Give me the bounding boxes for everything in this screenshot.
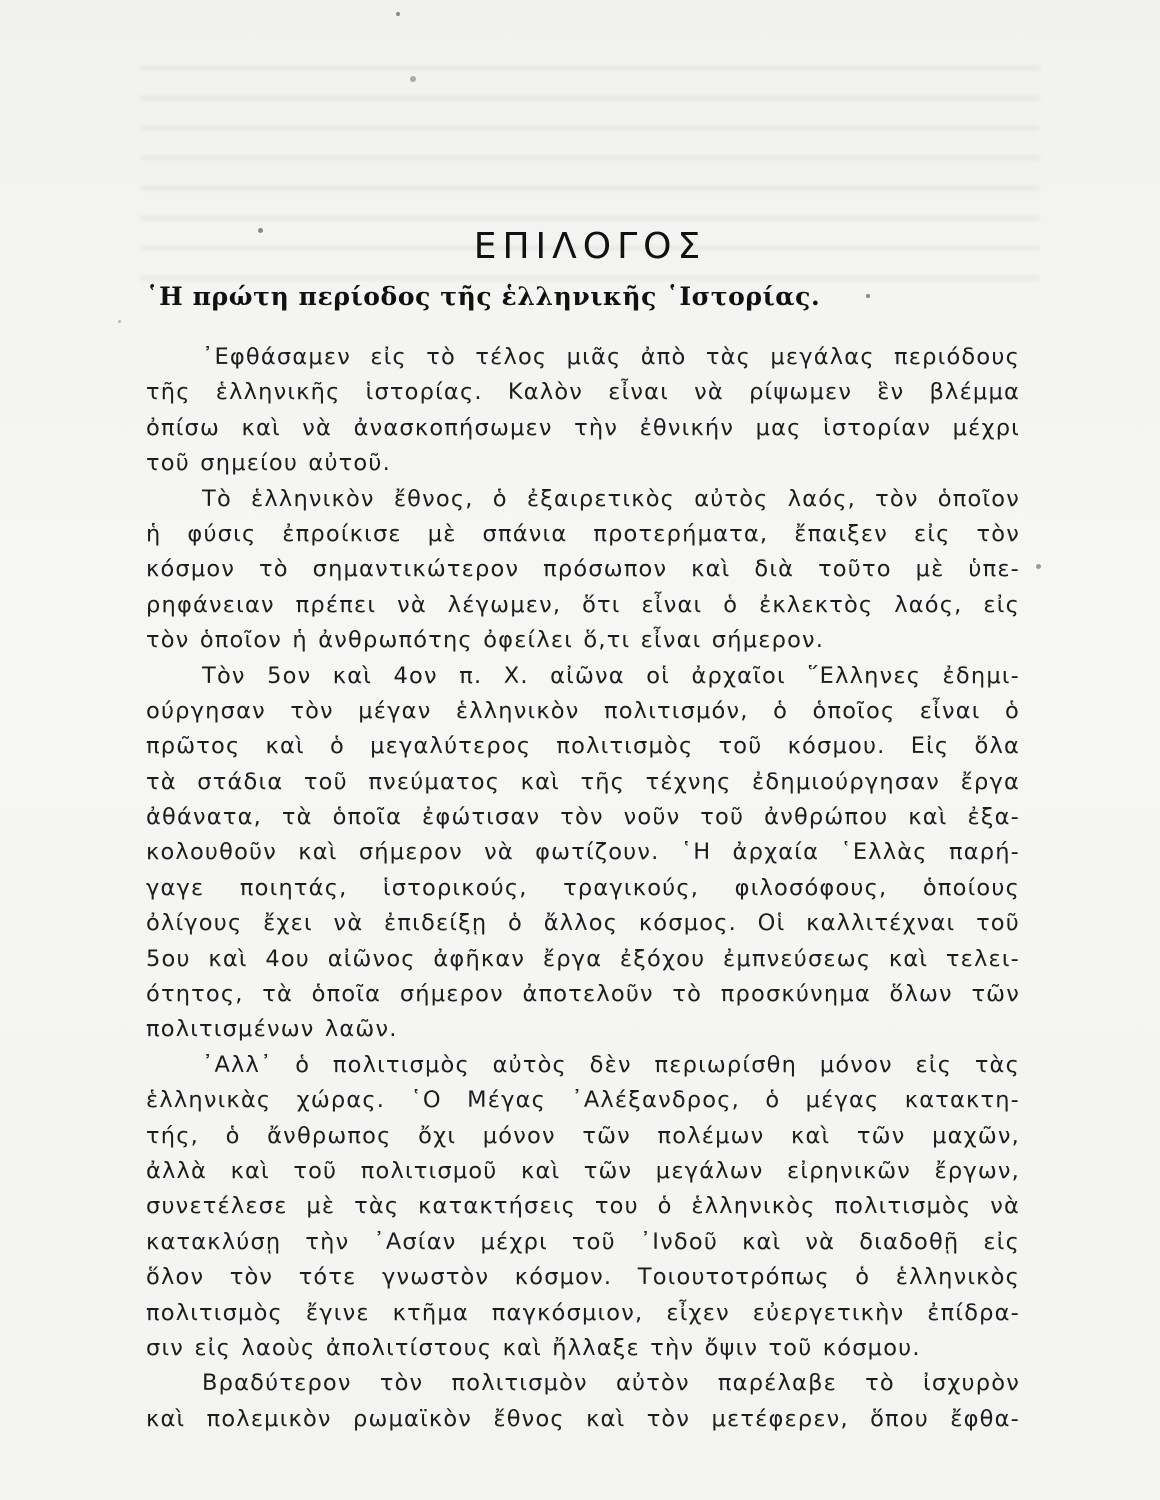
text-line: ἑλληνικὰς χώρας. ῾Ο Μέγας ᾿Αλέξανδρος, ὁ μέγας κατακτη- bbox=[146, 1087, 1020, 1114]
text-line: πρῶτος καὶ ὁ μεγαλύτερος πολιτισμὸς τοῦ κόσμου. Εἰς ὅλα bbox=[146, 733, 1020, 760]
paragraph bbox=[146, 482, 1020, 659]
text-line: ἡ φύσις ἐπροίκισε μὲ σπάνια προτερήματα, ἔπαιξεν εἰς τὸν bbox=[146, 520, 1020, 547]
dust-speck bbox=[118, 320, 121, 323]
dust-speck bbox=[866, 294, 870, 298]
text-line: Τὸν 5ον καὶ 4ον π. Χ. αἰῶνα οἱ ἀρχαῖοι ῞Ελληνες ἐδημι- bbox=[202, 662, 1020, 689]
text-line: γαγε ποιητάς, ἱστορικούς, τραγικούς, φιλοσόφους, ὁποίους bbox=[146, 874, 1020, 901]
text-line: τὰ στάδια τοῦ πνεύματος καὶ τῆς τέχνης ἐδημιούργησαν ἔργα bbox=[146, 768, 1020, 795]
text-line: τὸν ὁποῖον ἡ ἀνθρωπότης ὀφείλει ὅ,τι εἶναι σήμερον. bbox=[146, 627, 825, 654]
text-line: τῆς ἑλληνικῆς ἱστορίας. Καλὸν εἶναι νὰ ρίψωμεν ἓν βλέμμα bbox=[146, 379, 1020, 406]
text-line: καὶ πολεμικὸν ρωμαϊκὸν ἔθνος καὶ τὸν μετέφερεν, ὅπου ἔφθα- bbox=[146, 1405, 1020, 1432]
text-line: ούργησαν τὸν μέγαν ἑλληνικὸν πολιτισμόν, ὁ ὁποῖος εἶναι ὁ bbox=[146, 697, 1020, 724]
dust-speck bbox=[1036, 564, 1041, 569]
text-line: ᾿Εφθάσαμεν εἰς τὸ τέλος μιᾶς ἀπὸ τὰς μεγάλας περιόδους bbox=[202, 344, 1020, 370]
paragraph bbox=[146, 659, 1020, 1048]
body-text bbox=[146, 340, 1020, 1437]
text-line: Τὸ ἑλληνικὸν ἔθνος, ὁ ἐξαιρετικὸς αὐτὸς λαός, τὸν ὁποῖον bbox=[202, 485, 1020, 512]
text-line: τοῦ σημείου αὐτοῦ. bbox=[146, 450, 391, 477]
text-line: ρηφάνειαν πρέπει νὰ λέγωμεν, ὅτι εἶναι ὁ ἐκλεκτὸς λαός, εἰς bbox=[146, 591, 1020, 618]
text-line: πολιτισμὸς ἔγινε κτῆμα παγκόσμιον, εἶχεν εὐεργετικὴν ἐπίδρα- bbox=[146, 1299, 1020, 1326]
text-line: τής, ὁ ἄνθρωπος ὄχι μόνον τῶν πολέμων καὶ τῶν μαχῶν, bbox=[146, 1122, 1020, 1149]
text-line: σιν εἰς λαοὺς ἀπολιτίστους καὶ ἤλλαξε τὴν ὄψιν τοῦ κόσμου. bbox=[146, 1334, 921, 1361]
text-line: συνετέλεσε μὲ τὰς κατακτήσεις του ὁ ἑλληνικὸς πολιτισμὸς νὰ bbox=[146, 1193, 1020, 1220]
text-line: πολιτισμένων λαῶν. bbox=[146, 1016, 398, 1043]
text-line: Βραδύτερον τὸν πολιτισμὸν αὐτὸν παρέλαβε τὸ ἰσχυρὸν bbox=[202, 1370, 1020, 1397]
text-line: ὀπίσω καὶ νὰ ἀνασκοπήσωμεν τὴν ἐθνικήν μας ἱστορίαν μέχρι bbox=[146, 414, 1020, 441]
text-line: κόσμον τὸ σημαντικώτερον πρόσωπον καὶ διὰ τοῦτο μὲ ὑπε- bbox=[146, 556, 1020, 583]
dust-speck bbox=[410, 76, 416, 82]
page-title: ΕΠΙΛΟΓΟΣ bbox=[473, 226, 707, 267]
text-line: κολουθοῦν καὶ σήμερον νὰ φωτίζουν. ῾Η ἀρχαία ῾Ελλὰς παρή- bbox=[146, 839, 1020, 866]
text-line: ᾿Αλλ᾿ ὁ πολιτισμὸς αὐτὸς δὲν περιωρίσθη μόνον εἰς τὰς bbox=[202, 1051, 1020, 1078]
dust-speck bbox=[396, 12, 400, 16]
text-line: ἀθάνατα, τὰ ὁποῖα ἐφώτισαν τὸν νοῦν τοῦ ἀνθρώπου καὶ ἐξα- bbox=[146, 804, 1020, 831]
text-line: κατακλύσῃ τὴν ᾿Ασίαν μέχρι τοῦ ᾿Ινδοῦ καὶ νὰ διαδοθῇ εἰς bbox=[146, 1228, 1020, 1255]
text-line: 5ου καὶ 4ου αἰῶνος ἀφῆκαν ἔργα ἐξόχου ἐμπνεύσεως καὶ τελει- bbox=[146, 945, 1020, 972]
text-line: ἀλλὰ καὶ τοῦ πολιτισμοῦ καὶ τῶν μεγάλων εἰρηνικῶν ἔργων, bbox=[146, 1157, 1020, 1184]
paragraph bbox=[146, 1048, 1020, 1367]
paragraph bbox=[146, 340, 1020, 482]
text-line: ότητος, τὰ ὁποῖα σήμερον ἀποτελοῦν τὸ προσκύνημα ὅλων τῶν bbox=[146, 981, 1020, 1008]
section-heading: ῾Η πρώτη περίοδος τῆς ἑλληνικῆς ῾Ιστορίας. bbox=[146, 282, 821, 311]
paragraph bbox=[146, 1366, 1020, 1437]
text-line: ὀλίγους ἔχει νὰ ἐπιδείξῃ ὁ ἄλλος κόσμος. Οἱ καλλιτέχναι τοῦ bbox=[146, 910, 1020, 937]
text-line: ὅλον τὸν τότε γνωστὸν κόσμον. Τοιουτοτρόπως ὁ ἑλληνικὸς bbox=[146, 1264, 1020, 1291]
